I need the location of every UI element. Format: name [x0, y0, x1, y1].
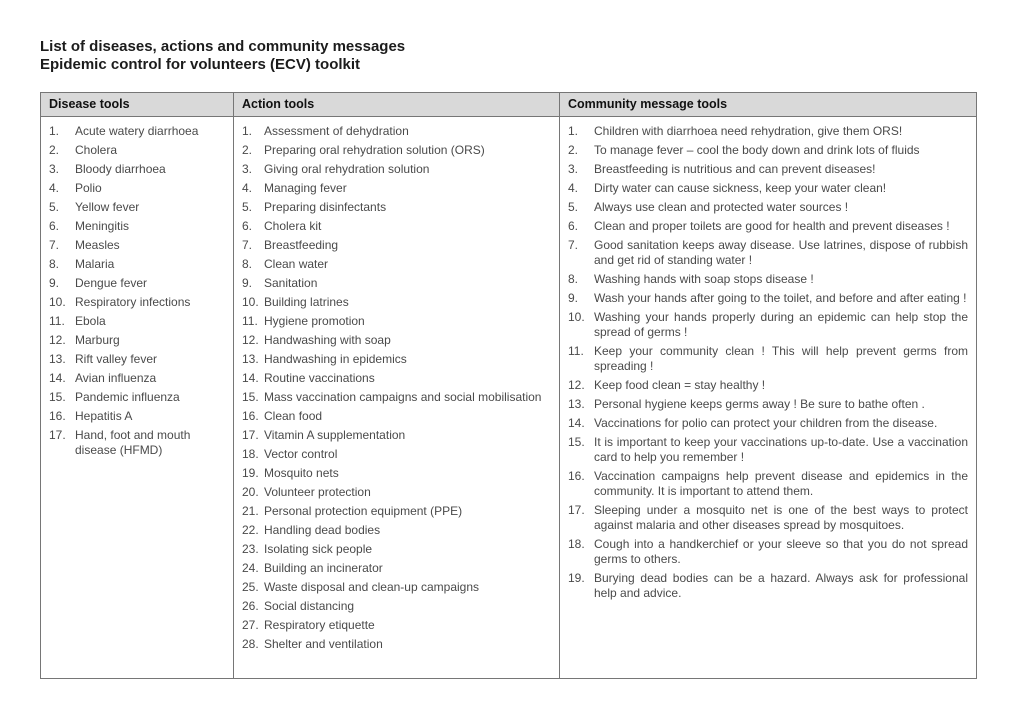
- list-item-number: 11.: [242, 314, 258, 328]
- action-tools-cell: [234, 117, 560, 679]
- list-item-text: Routine vaccinations: [264, 371, 375, 385]
- list-item-text: Dengue fever: [75, 276, 148, 290]
- list-item-text: Isolating sick people: [264, 542, 373, 556]
- list-item: [49, 162, 225, 177]
- list-item: [242, 447, 551, 462]
- column-header-community-message-tools: Community message tools: [560, 93, 977, 117]
- list-item: [242, 333, 551, 348]
- list-item-text: Marburg: [75, 333, 120, 347]
- table-header-row: [41, 93, 977, 117]
- list-item-number: 15.: [49, 390, 66, 404]
- list-item-text: Managing fever: [264, 181, 347, 195]
- list-item-text: Clean and proper toilets are good for health and prevent diseases !: [594, 219, 950, 233]
- list-item-number: 4.: [49, 181, 60, 195]
- list-item-number: 13.: [568, 397, 585, 411]
- list-item: [49, 200, 225, 215]
- tools-table: [40, 92, 977, 679]
- list-item: [242, 390, 551, 405]
- list-item-text: Malaria: [75, 257, 115, 271]
- list-item-text: Hygiene promotion: [264, 314, 365, 328]
- list-item-number: 21.: [242, 504, 259, 518]
- list-item-text: Yellow fever: [75, 200, 140, 214]
- list-item-text: Sanitation: [264, 276, 318, 290]
- list-item-number: 26.: [242, 599, 259, 613]
- list-item: [568, 124, 968, 139]
- list-item: [242, 257, 551, 272]
- list-item-number: 2.: [568, 143, 579, 157]
- list-item-text: Personal protection equipment (PPE): [264, 504, 463, 518]
- list-item-text: Social distancing: [264, 599, 355, 613]
- list-item-number: 18.: [568, 537, 585, 551]
- disease-tools-cell: [41, 117, 234, 679]
- list-item: [242, 181, 551, 196]
- list-item-number: 6.: [568, 219, 579, 233]
- list-item-number: 27.: [242, 618, 259, 632]
- list-item-number: 17.: [568, 503, 585, 517]
- page-title: [40, 38, 405, 74]
- list-item: [568, 435, 968, 465]
- list-item-number: 8.: [568, 272, 579, 286]
- community-message-tools-list: [568, 124, 968, 601]
- action-tools-list: [242, 124, 551, 652]
- list-item-text: Washing your hands properly during an epidemic can help stop the spread of germs !: [594, 310, 968, 339]
- list-item-text: Building latrines: [264, 295, 349, 309]
- list-item: [49, 352, 225, 367]
- list-item-number: 28.: [242, 637, 259, 651]
- list-item-number: 1.: [242, 124, 253, 138]
- list-item-number: 16.: [568, 469, 585, 483]
- list-item-text: Respiratory etiquette: [264, 618, 375, 632]
- list-item: [49, 238, 225, 253]
- list-item: [568, 291, 968, 306]
- list-item-number: 1.: [49, 124, 60, 138]
- list-item-number: 14.: [49, 371, 66, 385]
- list-item-text: Dirty water can cause sickness, keep your water clean!: [594, 181, 887, 195]
- list-item-text: Always use clean and protected water sources !: [594, 200, 849, 214]
- list-item-number: 4.: [242, 181, 253, 195]
- list-item: [49, 428, 225, 458]
- list-item-number: 16.: [242, 409, 259, 423]
- list-item-number: 6.: [49, 219, 60, 233]
- list-item-number: 5.: [49, 200, 60, 214]
- list-item-number: 12.: [568, 378, 585, 392]
- list-item: [568, 162, 968, 177]
- list-item-text: Shelter and ventilation: [264, 637, 383, 651]
- list-item: [568, 416, 968, 431]
- list-item: [242, 637, 551, 652]
- list-item: [568, 310, 968, 340]
- list-item-text: Avian influenza: [75, 371, 157, 385]
- list-item: [242, 162, 551, 177]
- list-item-number: 25.: [242, 580, 259, 594]
- list-item: [568, 200, 968, 215]
- list-item-text: To manage fever – cool the body down and drink lots of fluids: [594, 143, 920, 157]
- list-item-text: Wash your hands after going to the toilet, and before and after eating !: [594, 291, 967, 305]
- list-item: [568, 537, 968, 567]
- list-item: [242, 618, 551, 633]
- list-item: [568, 272, 968, 287]
- list-item-text: Burying dead bodies can be a hazard. Always ask for professional help and advice.: [594, 571, 968, 600]
- list-item: [242, 409, 551, 424]
- list-item: [568, 397, 968, 412]
- list-item-text: Ebola: [75, 314, 106, 328]
- list-item: [49, 124, 225, 139]
- list-item-number: 9.: [49, 276, 60, 290]
- list-item-text: Keep your community clean ! This will help prevent germs from spreading !: [594, 344, 968, 373]
- list-item-text: Sleeping under a mosquito net is one of the best ways to protect against malaria and other diseases spread by mosquitoes.: [594, 503, 968, 532]
- list-item-text: Polio: [75, 181, 102, 195]
- list-item-text: Preparing oral rehydration solution (ORS): [264, 143, 485, 157]
- list-item: [242, 276, 551, 291]
- page-title-line-2: Epidemic control for volunteers (ECV) toolkit: [40, 56, 361, 73]
- list-item-number: 15.: [568, 435, 585, 449]
- list-item-number: 17.: [49, 428, 66, 442]
- list-item: [568, 238, 968, 268]
- list-item-text: Handling dead bodies: [264, 523, 381, 537]
- list-item: [568, 219, 968, 234]
- list-item-text: Volunteer protection: [264, 485, 371, 499]
- list-item-text: Measles: [75, 238, 120, 252]
- list-item-number: 18.: [242, 447, 259, 461]
- list-item-text: Personal hygiene keeps germs away ! Be sure to bathe often .: [594, 397, 925, 411]
- list-item-text: It is important to keep your vaccinations up-to-date. Use a vaccination card to help you remember !: [594, 435, 968, 464]
- list-item-text: Hepatitis A: [75, 409, 133, 423]
- list-item: [568, 378, 968, 393]
- list-item-number: 5.: [568, 200, 579, 214]
- list-item-number: 2.: [242, 143, 253, 157]
- list-item-number: 23.: [242, 542, 259, 556]
- list-item: [242, 523, 551, 538]
- column-header-disease-tools: Disease tools: [41, 93, 234, 117]
- list-item-number: 20.: [242, 485, 259, 499]
- list-item-text: Vaccination campaigns help prevent disease and epidemics in the community. It is important to attend them.: [594, 469, 968, 498]
- list-item-text: Vector control: [264, 447, 338, 461]
- list-item: [49, 371, 225, 386]
- list-item: [568, 181, 968, 196]
- list-item-text: Cough into a handkerchief or your sleeve so that you do not spread germs to others.: [594, 537, 968, 566]
- list-item: [49, 257, 225, 272]
- list-item-number: 7.: [242, 238, 253, 252]
- list-item: [49, 276, 225, 291]
- list-item-number: 22.: [242, 523, 259, 537]
- list-item: [242, 561, 551, 576]
- list-item-text: Pandemic influenza: [75, 390, 180, 404]
- list-item-number: 4.: [568, 181, 579, 195]
- list-item-number: 19.: [568, 571, 585, 585]
- list-item: [242, 580, 551, 595]
- list-item: [242, 295, 551, 310]
- list-item-text: Clean food: [264, 409, 323, 423]
- list-item-number: 11.: [568, 344, 584, 358]
- list-item: [49, 143, 225, 158]
- list-item-text: Washing hands with soap stops disease !: [594, 272, 814, 286]
- list-item-text: Vaccinations for polio can protect your children from the disease.: [594, 416, 938, 430]
- list-item-number: 14.: [242, 371, 259, 385]
- list-item-text: Clean water: [264, 257, 329, 271]
- list-item-number: 17.: [242, 428, 259, 442]
- list-item-text: Handwashing in epidemics: [264, 352, 407, 366]
- list-item: [242, 428, 551, 443]
- list-item: [242, 485, 551, 500]
- list-item-number: 3.: [49, 162, 60, 176]
- list-item-text: Respiratory infections: [75, 295, 191, 309]
- list-item-text: Mass vaccination campaigns and social mobilisation: [264, 390, 542, 404]
- list-item: [242, 466, 551, 481]
- list-item-text: Keep food clean = stay healthy !: [594, 378, 766, 392]
- list-item: [242, 219, 551, 234]
- list-item-number: 2.: [49, 143, 60, 157]
- list-item-text: Meningitis: [75, 219, 130, 233]
- list-item: [49, 295, 225, 310]
- list-item: [242, 599, 551, 614]
- column-header-action-tools: Action tools: [234, 93, 560, 117]
- list-item-text: Breastfeeding is nutritious and can prevent diseases!: [594, 162, 876, 176]
- list-item-number: 16.: [49, 409, 66, 423]
- list-item-number: 8.: [242, 257, 253, 271]
- list-item: [242, 200, 551, 215]
- list-item-number: 3.: [568, 162, 579, 176]
- list-item-text: Giving oral rehydration solution: [264, 162, 430, 176]
- list-item-text: Rift valley fever: [75, 352, 158, 366]
- list-item-text: Preparing disinfectants: [264, 200, 387, 214]
- list-item: [49, 219, 225, 234]
- page-title-line-1: List of diseases, actions and community messages: [40, 38, 406, 55]
- list-item-number: 10.: [568, 310, 585, 324]
- list-item-text: Acute watery diarrhoea: [75, 124, 199, 138]
- list-item: [242, 238, 551, 253]
- list-item: [568, 344, 968, 374]
- list-item: [242, 371, 551, 386]
- list-item: [242, 314, 551, 329]
- list-item-number: 8.: [49, 257, 60, 271]
- list-item-text: Cholera kit: [264, 219, 322, 233]
- list-item: [568, 143, 968, 158]
- list-item: [49, 333, 225, 348]
- list-item: [242, 124, 551, 139]
- list-item: [49, 409, 225, 424]
- list-item-text: Breastfeeding: [264, 238, 339, 252]
- list-item: [242, 504, 551, 519]
- list-item-number: 14.: [568, 416, 585, 430]
- list-item-number: 13.: [242, 352, 259, 366]
- list-item-number: 10.: [242, 295, 259, 309]
- list-item-number: 19.: [242, 466, 259, 480]
- list-item: [49, 181, 225, 196]
- list-item-text: Handwashing with soap: [264, 333, 391, 347]
- community-message-tools-cell: [560, 117, 977, 679]
- list-item: [242, 352, 551, 367]
- table-body-row: [41, 117, 977, 679]
- list-item-text: Children with diarrhoea need rehydration, give them ORS!: [594, 124, 903, 138]
- disease-tools-list: [49, 124, 225, 458]
- list-item-number: 1.: [568, 124, 579, 138]
- list-item-text: Mosquito nets: [264, 466, 339, 480]
- list-item-number: 9.: [568, 291, 579, 305]
- list-item: [568, 503, 968, 533]
- list-item-text: Good sanitation keeps away disease. Use latrines, dispose of rubbish and get rid of standing water !: [594, 238, 968, 267]
- list-item-number: 9.: [242, 276, 253, 290]
- list-item-text: Building an incinerator: [264, 561, 383, 575]
- list-item-number: 10.: [49, 295, 66, 309]
- list-item-text: Cholera: [75, 143, 118, 157]
- list-item: [568, 469, 968, 499]
- list-item-number: 3.: [242, 162, 253, 176]
- list-item-number: 13.: [49, 352, 66, 366]
- list-item: [49, 390, 225, 405]
- list-item: [242, 143, 551, 158]
- list-item-text: Vitamin A supplementation: [264, 428, 406, 442]
- list-item-number: 12.: [49, 333, 66, 347]
- list-item: [49, 314, 225, 329]
- list-item-number: 11.: [49, 314, 65, 328]
- list-item-number: 5.: [242, 200, 253, 214]
- list-item-number: 6.: [242, 219, 253, 233]
- list-item-number: 12.: [242, 333, 259, 347]
- list-item-number: 24.: [242, 561, 259, 575]
- list-item-number: 7.: [568, 238, 579, 252]
- list-item: [242, 542, 551, 557]
- list-item: [568, 571, 968, 601]
- list-item-text: Hand, foot and mouth disease (HFMD): [75, 428, 191, 457]
- list-item-text: Waste disposal and clean-up campaigns: [264, 580, 480, 594]
- list-item-text: Bloody diarrhoea: [75, 162, 166, 176]
- list-item-number: 15.: [242, 390, 259, 404]
- list-item-number: 7.: [49, 238, 60, 252]
- list-item-text: Assessment of dehydration: [264, 124, 409, 138]
